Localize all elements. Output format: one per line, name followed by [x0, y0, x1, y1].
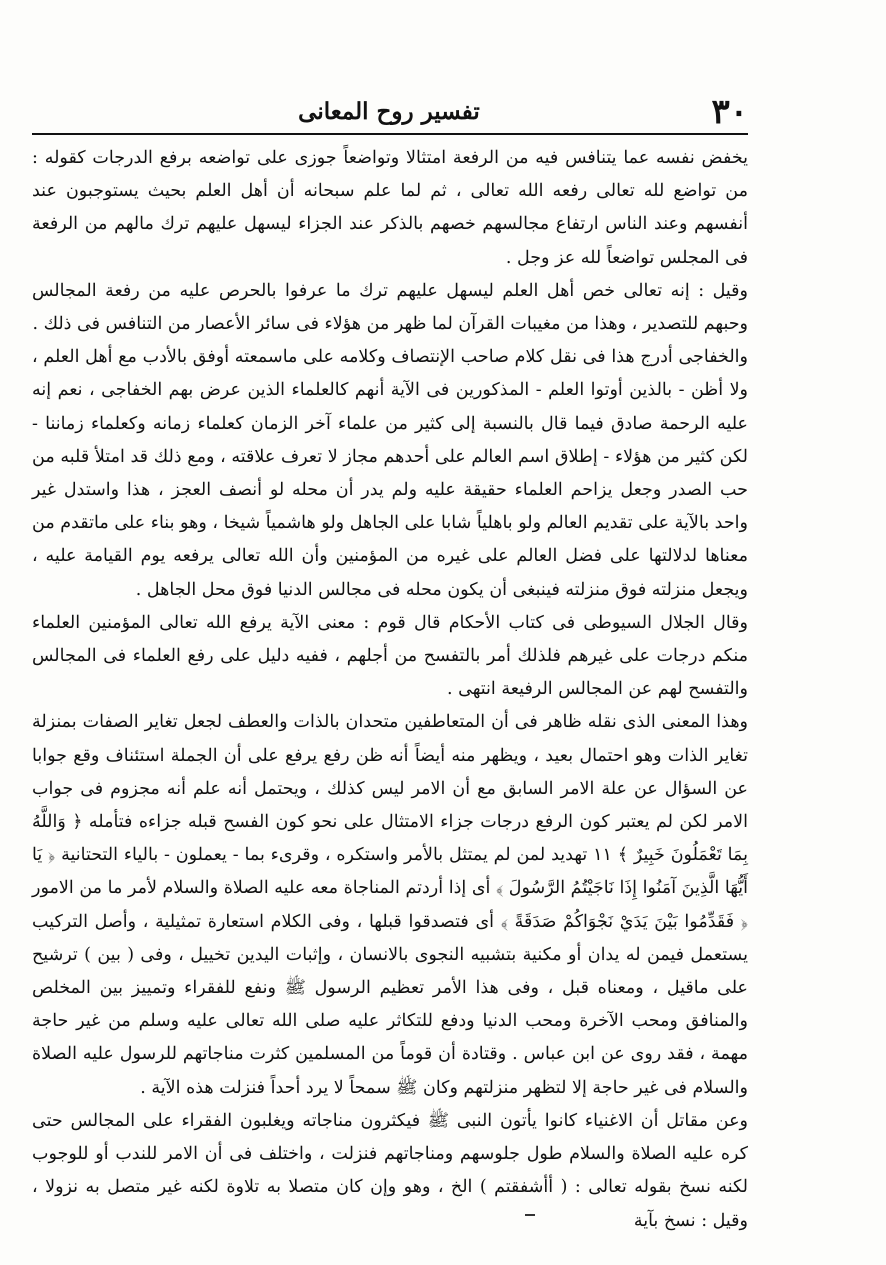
- header-rule: [32, 133, 748, 135]
- paragraph-5: وهذا المعنى الذى نقله ظاهر فى أن المتعاطفين متحدان بالذات والعطف لجعل تغاير الصفات بمنزلة تغاير الذات وهو احتمال بعيد ، ويظهر منه أيضاً أنه ظن رفع يرفع على أن الجملة استئناف وقع جوابا عن السؤال عن علة الامر السابق مع أن الامر ليس كذلك ، ويحتمل أنه علم أنه مجزوم فى جواب الامر لكن لم يعتبر كون الرفع درجات جزاء الامتثال على نحو كون الفسح قبله جزاءه فتأمله ﴿ وَاللَّهُ بِمَا تَعْمَلُونَ خَبِيرٌ ﴾ ١١ تهديد لمن لم يمتثل بالأمر واستكره ، وقرىء بما - يعملون - بالياء التحتانية ﴿ يَا أَيُّهَا الَّذِينَ آمَنُوا إِذَا نَاجَيْتُمُ الرَّسُولَ ﴾ أى إذا أردتم المناجاة معه عليه الصلاة والسلام لأمر ما من الامور ﴿ فَقَدِّمُوا بَيْنَ يَدَيْ نَجْوَاكُمْ صَدَقَةً ﴾ أى فتصدقوا قبلها ، وفى الكلام استعارة تمثيلية ، وأصل التركيب يستعمل فيمن له يدان أو مكنية بتشبيه النجوى بالانسان ، وإثبات اليدين تخييل ، وفى ( بين ) ترشيح على ماقيل ، ومعناه قبل ، وفى هذا الأمر تعظيم الرسول ﷺ ونفع للفقراء وتمييز بين المخلص والمنافق ومحب الآخرة ومحب الدنيا ودفع للتكاثر عليه صلى الله تعالى عليه وسلم من غير حاجة مهمة ، فقد روى عن ابن عباس . وقتادة أن قوماً من المسلمين كثرت مناجاتهم للرسول عليه الصلاة والسلام فى غير حاجة إلا لتظهر منزلتهم وكان ﷺ سمحاً لا يرد أحداً فنزلت هذه الآية .: [32, 712, 748, 1098]
- body-text: [32, 142, 748, 1238]
- paragraph-4: وقال الجلال السيوطى فى كتاب الأحكام قال قوم : معنى الآية يرفع الله تعالى المؤمنين العلماء منكم درجات على غيرهم فلذلك أمر بالتفسح من أجلهم ، ففيه دليل على رفع العلماء فى المجالس والتفسح لهم عن المجالس الرفيعة انتهى .: [32, 612, 748, 700]
- footer-mark: [525, 1214, 535, 1216]
- page-header: [30, 92, 748, 132]
- running-title: تفسير روح المعانى: [298, 98, 480, 125]
- paragraph-6: وعن مقاتل أن الاغنياء كانوا يأتون النبى ﷺ فيكثرون مناجاته ويغلبون الفقراء على المجالس حتى كره عليه الصلاة والسلام طول جلوسهم ومناجاتهم فنزلت ، واختلف فى أن الامر للندب أو للوجوب لكنه نسخ بقوله تعالى : ( أأشفقتم ) الخ ، وهو وإن كان متصلا به تلاوة لكنه غير متصل به نزولا ، وقيل : نسخ بآية: [32, 1110, 748, 1231]
- paragraph-3: والخفاجى أدرج هذا فى نقل كلام صاحب الإنتصاف وكلامه على ماسمعته أوفق بالأدب مع أهل العلم ، ولا أظن - بالذين أوتوا العلم - المذكورين فى الآية أنهم كالعلماء الذين عرض بهم الخفاجى ، نعم إنه عليه الرحمة صادق فيما قال بالنسبة إلى كثير من علماء آخر الزمان كعلماء زمانه وكعلماء زماننا - لكن كثير من هؤلاء - إطلاق اسم العالم على أحدهم مجاز لا تعرف علاقته ، ومع ذلك قد امتلأ قلبه من حب الصدر وجعل يزاحم العلماء حقيقة عليه ولم يدر أن محله لو أنصف العجز ، هذا واستدل غير واحد بالآية على تقديم العالم ولو باهلياً شابا على الجاهل ولو هاشمياً شيخا ، وهو بناء على ماتقدم من معناها لدلالتها على فضل العالم على غيره من المؤمنين وأن الله تعالى يرفعه يوم القيامة عليه ، ويجعل منزلته فوق منزلته فينبغى أن يكون محله فى مجالس الدنيا فوق محل الجاهل .: [32, 347, 748, 600]
- paragraph-1: يخفض نفسه عما يتنافس فيه من الرفعة امتثالا وتواضعاً جوزى على تواضعه برفع الدرجات كقوله : من تواضع لله تعالى رفعه الله تعالى ، ثم لما علم سبحانه أن أهل العلم بحيث يستوجبون عند أنفسهم وعند الناس ارتفاع مجالسهم خصهم بالذكر عند الجزاء ليسهل عليهم ترك مالهم من الرفعة فى المجلس تواضعاً لله عز وجل .: [32, 148, 748, 268]
- page-number: ٣٠: [711, 92, 748, 132]
- paragraph-2: وقيل : إنه تعالى خص أهل العلم ليسهل عليهم ترك ما عرفوا بالحرص عليه من رفعة المجالس وحبهم للتصدير ، وهذا من مغيبات القرآن لما ظهر من هؤلاء فى سائر الأعصار من التنافس فى ذلك .: [32, 280, 748, 335]
